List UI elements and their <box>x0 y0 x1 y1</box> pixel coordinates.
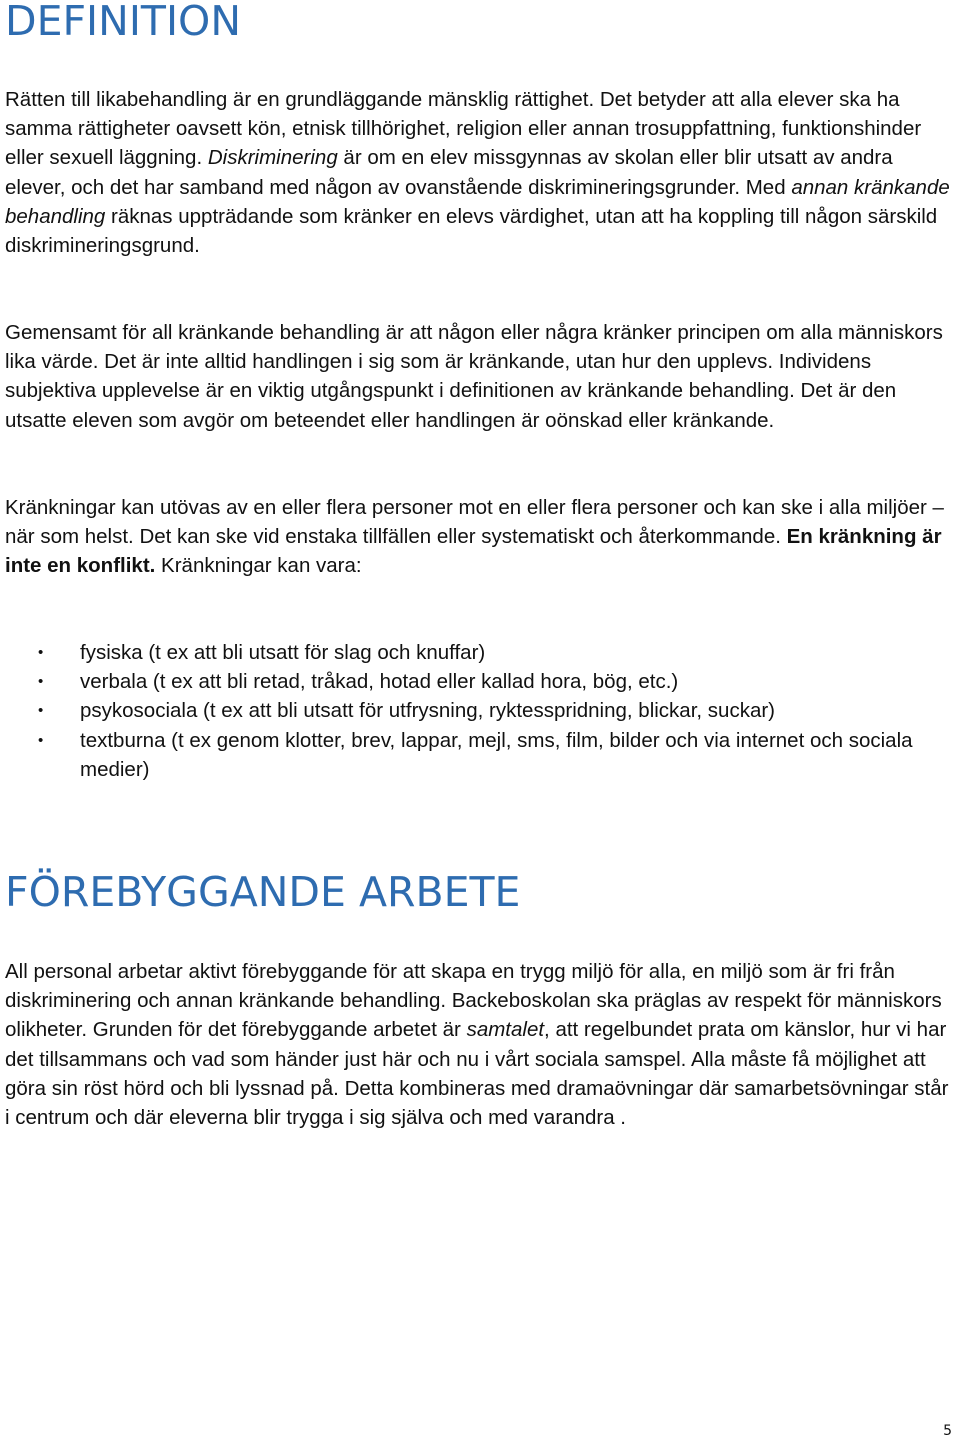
emphasis-annan-krankande-behandling: annan kränkande behandling <box>5 175 950 228</box>
preventive-work-paragraph <box>5 957 950 1132</box>
page-number: 5 <box>943 1423 952 1439</box>
list-item-text: fysiska (t ex att bli utsatt för slag och knuffar) <box>80 641 486 664</box>
preventive-work-heading: FÖREBYGGANDE ARBETE <box>5 868 521 916</box>
list-item <box>0 667 950 696</box>
violation-types-list <box>0 638 950 784</box>
text-run: Kränkningar kan utövas av en eller flera personer mot en eller flera personer och kan ske i alla miljöer – när som helst. Det kan ske vid enstaka tillfällen eller systematiskt och återkommande. <box>5 496 944 549</box>
definition-heading: DEFINITION <box>5 0 241 45</box>
definition-paragraph-2: Gemensamt för all kränkande behandling är att någon eller några kränker principen om alla människors lika värde. Det är inte alltid handlingen i sig som är kränkande, utan hur den upplevs. Individens subjektiva upplevelse är en viktig utgångspunkt i definitionen av kränkande behandling. Det är den utsatte eleven som avgör om beteendet eller handlingen är oönskad eller kränkande. <box>5 321 943 432</box>
list-item <box>0 696 950 725</box>
text-run: är om en elev missgynnas av skolan eller blir utsatt av andra elever, och det har samband med någon av ovanstående diskrimineringsgrunder. Med <box>5 146 893 199</box>
definition-paragraph-3 <box>5 493 950 581</box>
list-item <box>0 726 950 784</box>
list-item <box>0 638 950 667</box>
bold-statement: En kränkning är inte en konflikt. <box>5 525 942 578</box>
text-run: Rätten till likabehandling är en grundläggande mänsklig rättighet. Det betyder att alla elever ska ha samma rättigheter oavsett kön, etnisk tillhörighet, religion eller annan trosuppfattning, funktionshinder eller sexuell läggning. <box>5 88 922 170</box>
list-item-text: verbala (t ex att bli retad, tråkad, hotad eller kallad hora, bög, etc.) <box>80 670 679 694</box>
emphasis-samtalet: samtalet <box>466 1018 545 1042</box>
list-item-text: psykosociala (t ex att bli utsatt för utfrysning, ryktesspridning, blickar, suckar) <box>80 699 775 723</box>
definition-paragraph-1 <box>5 85 950 260</box>
bullet-icon: • <box>38 702 44 720</box>
text-run: , att regelbundet prata om känslor, hur vi har det tillsammans och vad som händer just här och nu i vårt sociala samspel. Alla måste få möjlighet att göra sin röst hörd och bli lyssnad på. Detta kombineras med dramaövningar där samarbetsövningar står i centrum och där eleverna blir trygga i sig själva och med varandra . <box>5 1018 949 1130</box>
bullet-icon: • <box>38 644 44 661</box>
emphasis-diskriminering: Diskriminering <box>207 146 338 170</box>
bullet-icon: • <box>38 731 44 749</box>
text-run: Kränkningar kan vara: <box>155 554 362 578</box>
list-item-text: textburna (t ex genom klotter, brev, lappar, mejl, sms, film, bilder och via internet och sociala medier) <box>80 728 913 781</box>
bullet-icon: • <box>38 673 44 691</box>
text-run: All personal arbetar aktivt förebyggande för att skapa en trygg miljö för alla, en miljö som är fri från diskriminering och annan kränkande behandling. Backeboskolan ska präglas av respekt för människors olikheter. Grunden för det förebyggande arbetet är <box>5 960 942 1042</box>
text-run: räknas uppträdande som kränker en elevs värdighet, utan att ha koppling till någon särskild diskrimineringsgrund. <box>5 204 938 258</box>
